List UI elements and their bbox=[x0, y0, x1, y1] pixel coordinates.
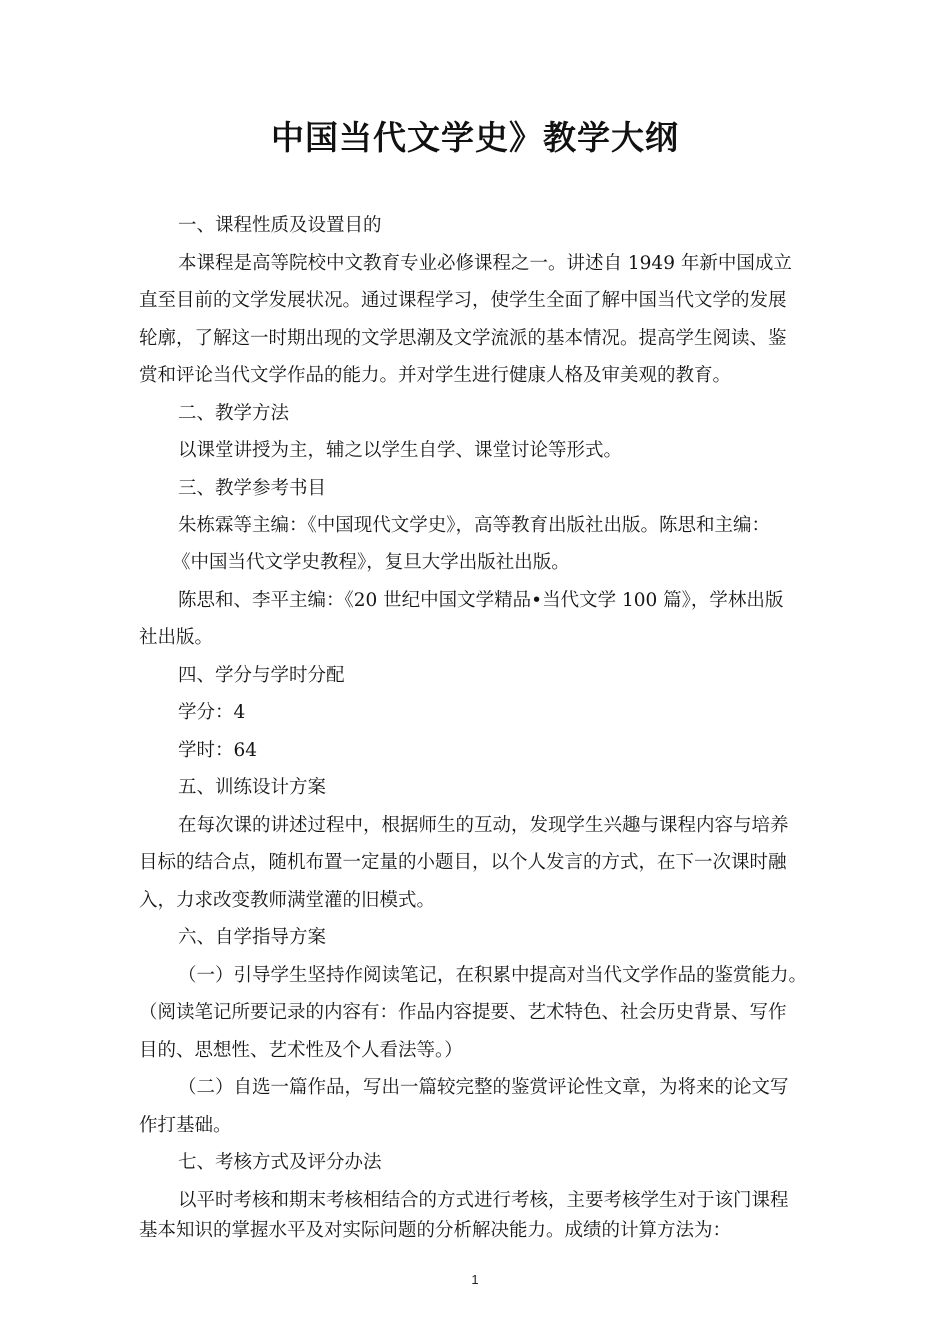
page-number: 1 bbox=[471, 1272, 479, 1287]
section-heading-4: 四、学分与学时分配 bbox=[178, 665, 345, 686]
section-heading-1: 一、课程性质及设置目的 bbox=[178, 215, 382, 236]
section-heading-6: 六、自学指导方案 bbox=[178, 927, 327, 948]
section-heading-3: 三、教学参考书目 bbox=[178, 478, 327, 499]
paragraph-line: （一）引导学生坚持作阅读笔记，在积累中提高对当代文学作品的鉴赏能力。 bbox=[178, 965, 808, 986]
paragraph-line: （阅读笔记所要记录的内容有：作品内容提要、艺术特色、社会历史背景、写作 bbox=[139, 1002, 787, 1023]
paragraph-line: 赏和评论当代文学作品的能力。并对学生进行健康人格及审美观的教育。 bbox=[139, 365, 732, 386]
paragraph-line: （二）自选一篇作品，写出一篇较完整的鉴赏评论性文章，为将来的论文写 bbox=[178, 1077, 789, 1098]
paragraph-line: 陈思和、李平主编：《20 世纪中国文学精品•当代文学 100 篇》，学林出版 bbox=[178, 590, 784, 611]
paragraph-line: 轮廓，了解这一时期出现的文学思潮及文学流派的基本情况。提高学生阅读、鉴 bbox=[139, 328, 787, 349]
paragraph-line: 目的、思想性、艺术性及个人看法等。） bbox=[139, 1040, 463, 1061]
paragraph-line: 作打基础。 bbox=[139, 1115, 232, 1136]
paragraph-line: 基本知识的掌握水平及对实际问题的分析解决能力。成绩的计算方法为： bbox=[139, 1220, 732, 1241]
paragraph-line: 以课堂讲授为主，辅之以学生自学、课堂讨论等形式。 bbox=[178, 440, 623, 461]
section-heading-5: 五、训练设计方案 bbox=[178, 777, 327, 798]
paragraph-line: 社出版。 bbox=[139, 627, 214, 648]
paragraph-line: 直至目前的文学发展状况。通过课程学习，使学生全面了解中国当代文学的发展 bbox=[139, 290, 787, 311]
paragraph-line: 《中国当代文学史教程》，复旦大学出版社出版。 bbox=[172, 552, 570, 573]
document-title: 中国当代文学史》教学大纲 bbox=[271, 118, 679, 157]
paragraph-line: 目标的结合点，随机布置一定量的小题目，以个人发言的方式，在下一次课时融 bbox=[139, 852, 787, 873]
paragraph-line: 本课程是高等院校中文教育专业必修课程之一。讲述自 1949 年新中国成立 bbox=[178, 253, 792, 274]
hours-line: 学时：64 bbox=[178, 740, 258, 761]
credit-line: 学分：4 bbox=[178, 702, 246, 723]
section-heading-7: 七、考核方式及评分办法 bbox=[178, 1152, 382, 1173]
paragraph-line: 入，力求改变教师满堂灌的旧模式。 bbox=[139, 890, 436, 911]
paragraph-line: 朱栋霖等主编：《中国现代文学史》，高等教育出版社出版。陈思和主编： bbox=[178, 515, 771, 536]
paragraph-line: 在每次课的讲述过程中，根据师生的互动，发现学生兴趣与课程内容与培养 bbox=[178, 815, 789, 836]
section-heading-2: 二、教学方法 bbox=[178, 403, 290, 424]
paragraph-line: 以平时考核和期末考核相结合的方式进行考核，主要考核学生对于该门课程 bbox=[178, 1190, 789, 1211]
